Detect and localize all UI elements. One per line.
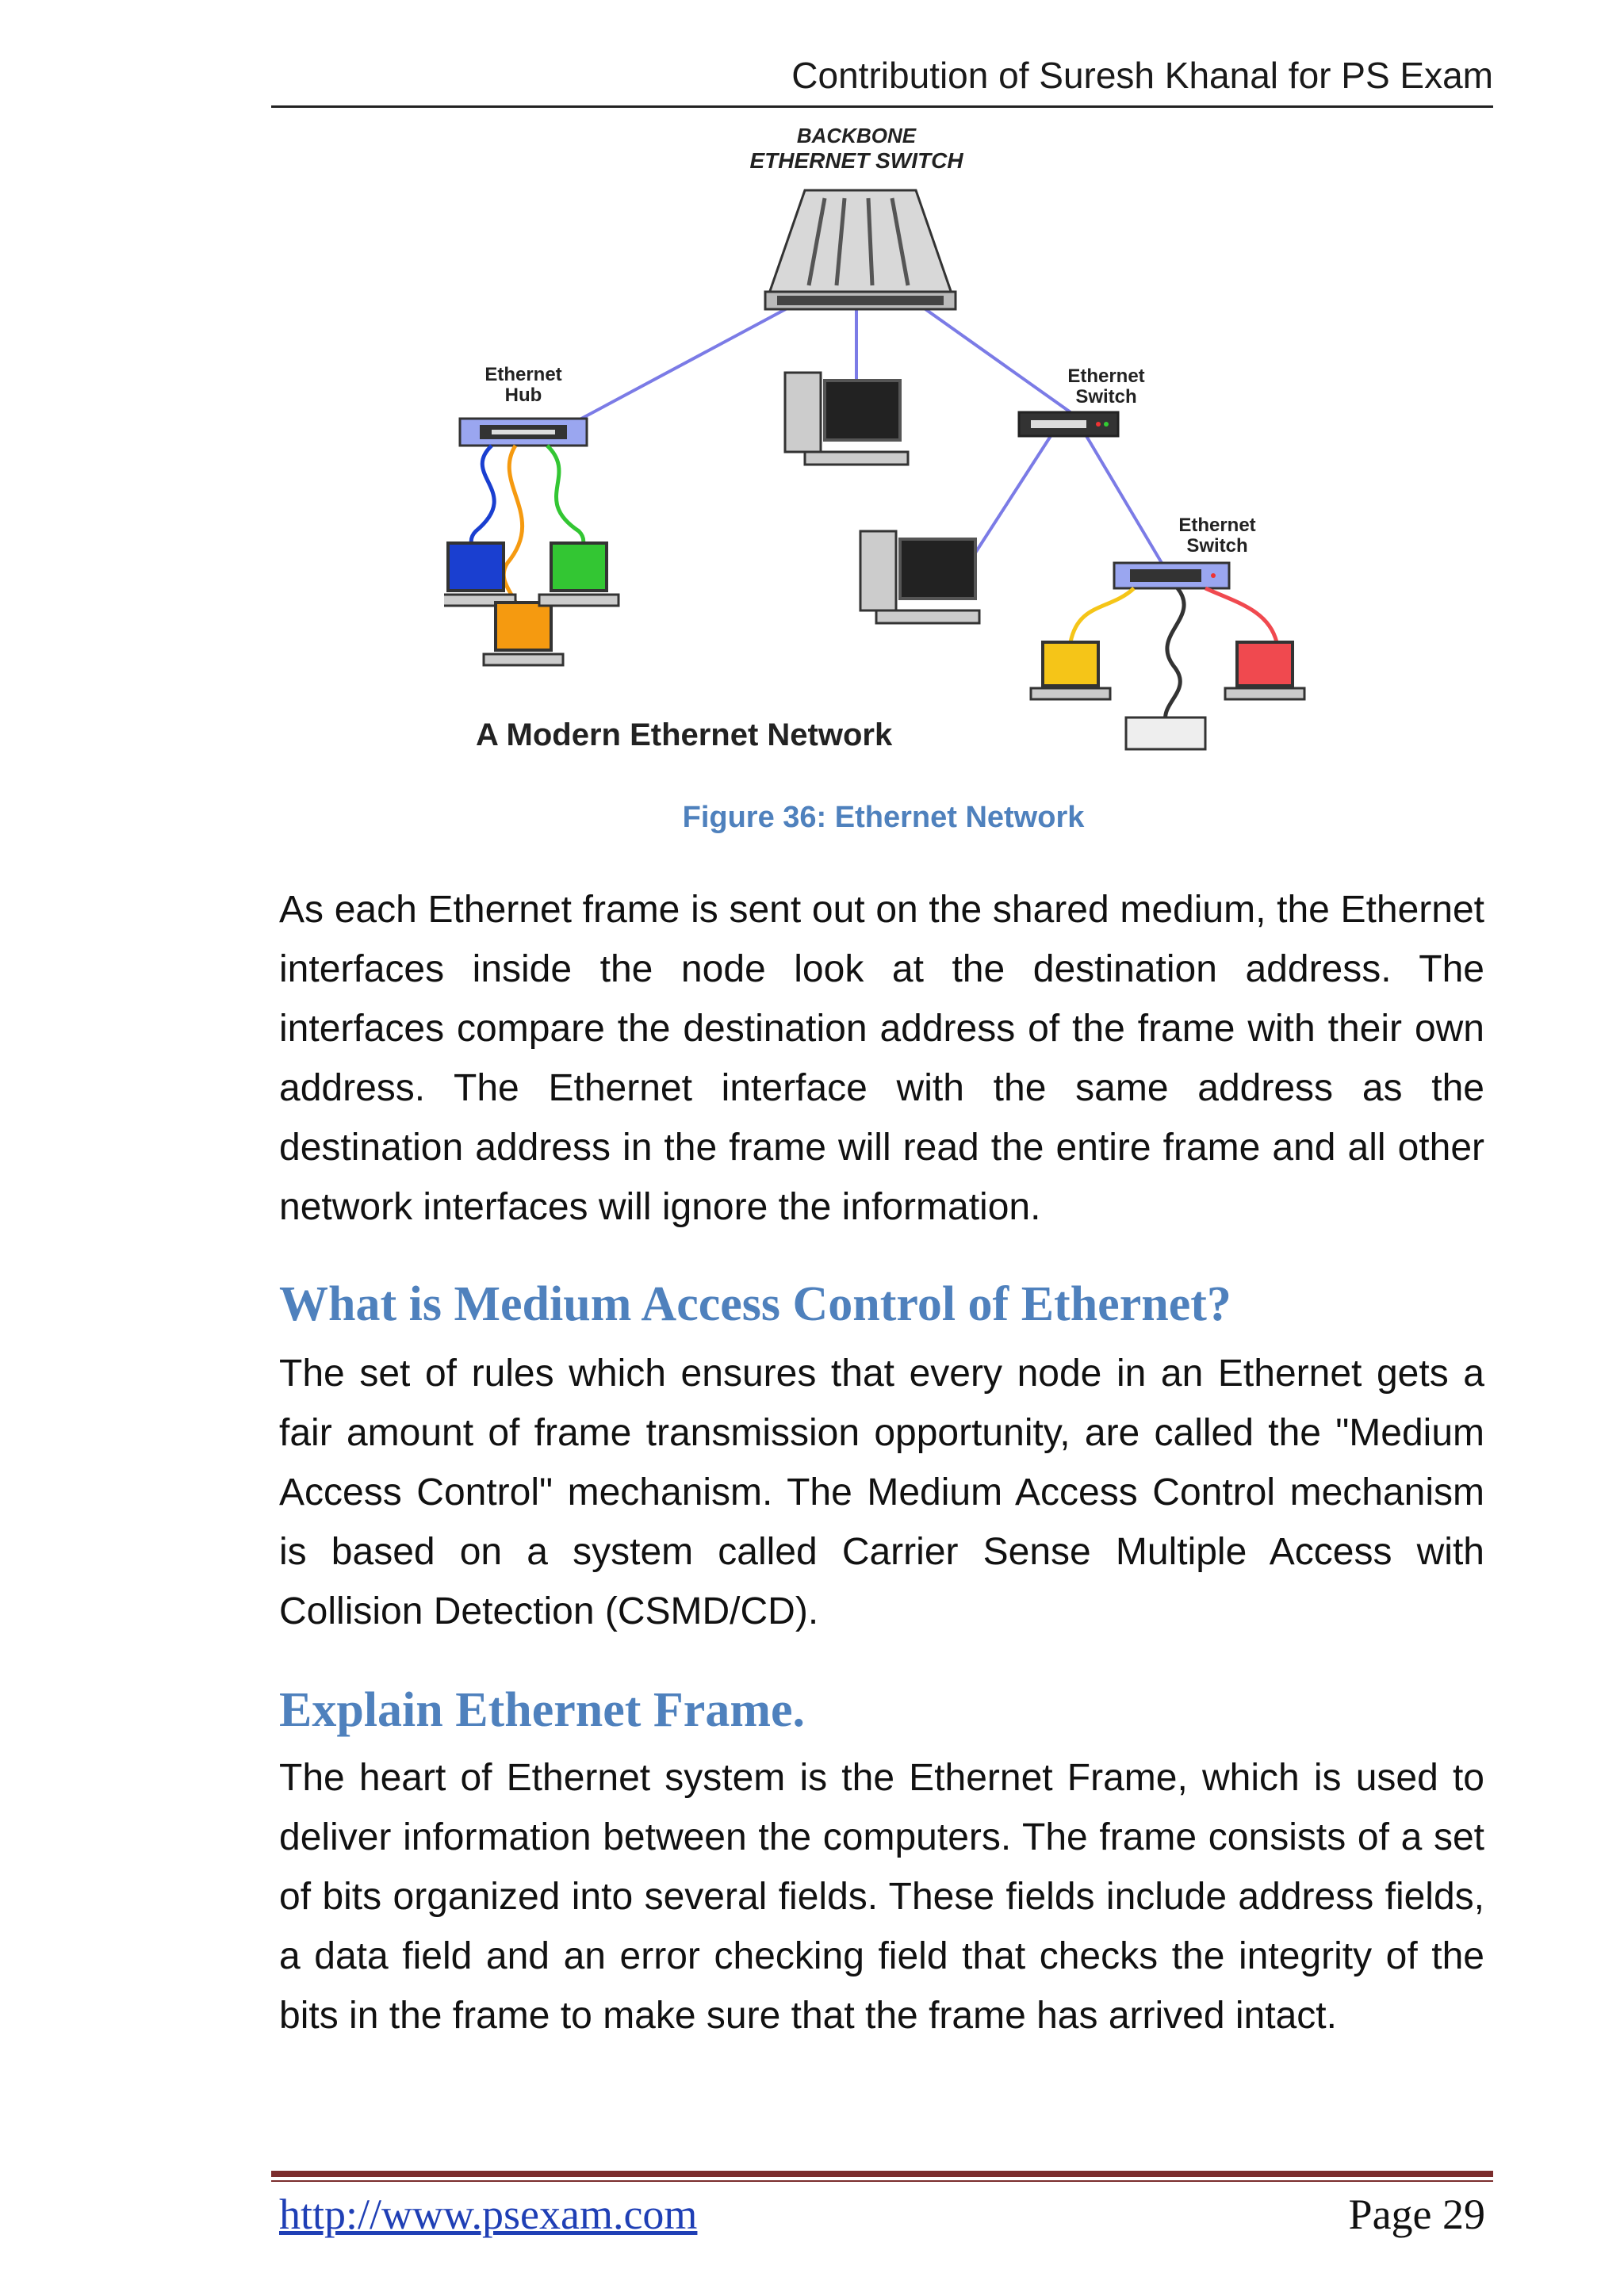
blue-pc-icon (444, 543, 515, 606)
switch2-label-2: Switch (1186, 535, 1248, 557)
cable-red (1205, 588, 1277, 642)
ethernet-network-figure (444, 119, 1316, 769)
green-pc-icon (539, 543, 619, 606)
cable-black (1166, 588, 1185, 721)
orange-pc-icon (484, 603, 563, 665)
switch1-label-1: Ethernet (1067, 365, 1145, 387)
backbone-label-2: ETHERNET SWITCH (749, 148, 963, 173)
network-diagram (444, 119, 1316, 769)
paragraph-1: As each Ethernet frame is sent out on the shared medium, the Ethernet interfaces inside the node look at the destination address. The interfaces compare the destination address of the frame with their own address. The Ethernet interface with the same address as the destination address in the frame will read the entire frame and all other network interfaces will ignore the information. (279, 889, 1484, 1228)
footer-rule (271, 2171, 1493, 2177)
heading-medium-access-control: What is Medium Access Control of Ethernet? (279, 1277, 1231, 1331)
ethernet-hub-icon (460, 364, 587, 446)
switch2-label-1: Ethernet (1178, 515, 1256, 536)
backbone-switch-icon (749, 124, 963, 309)
yellow-pc-icon (1031, 642, 1110, 699)
header-title: Contribution of Suresh Khanal for PS Exam (791, 55, 1493, 96)
figure-image-title: A Modern Ethernet Network (476, 718, 893, 752)
link-switch1-switch2 (1086, 436, 1162, 563)
ethernet-switch-1-icon (1019, 365, 1145, 436)
paragraph-3: The heart of Ethernet system is the Ethernet Frame, which is used to deliver information between the computers. The frame consists of a set of bits organized into several fields. These fields include address fields, a data field and an error checking field that checks the integrity of the bits in the frame to make sure that the frame has arrived intact. (279, 1757, 1484, 2037)
link-switch1-pc (971, 436, 1051, 559)
header-rule (271, 105, 1493, 108)
page-number: Page 29 (1348, 2191, 1485, 2238)
link-backbone-hub (571, 305, 793, 424)
footer-rule-thin (271, 2180, 1493, 2182)
cable-yellow (1071, 588, 1134, 642)
workstation-icon (785, 373, 908, 465)
switch1-label-2: Switch (1075, 386, 1137, 408)
paragraph-2: The set of rules which ensures that every node in an Ethernet gets a fair amount of frame transmission opportunity, are called the "Medium Access Control" mechanism. The Medium Access Control mechanism is based on a system called Carrier Sense Multiple Access with Collision Detection (CSMD/CD). (279, 1353, 1484, 1632)
ethernet-switch-2-icon (1114, 515, 1256, 588)
backbone-label-1: BACKBONE (796, 124, 917, 147)
hub-label-2: Hub (504, 385, 542, 406)
figure-caption: Figure 36: Ethernet Network (682, 801, 1085, 834)
link-backbone-switch1 (920, 305, 1071, 412)
footer-website-link[interactable]: http://www.psexam.com (279, 2191, 698, 2238)
heading-ethernet-frame: Explain Ethernet Frame. (279, 1683, 805, 1737)
hub-label-1: Ethernet (485, 364, 562, 385)
workstation-2-icon (860, 531, 979, 623)
printer-icon (1126, 718, 1205, 749)
red-pc-icon (1225, 642, 1304, 699)
